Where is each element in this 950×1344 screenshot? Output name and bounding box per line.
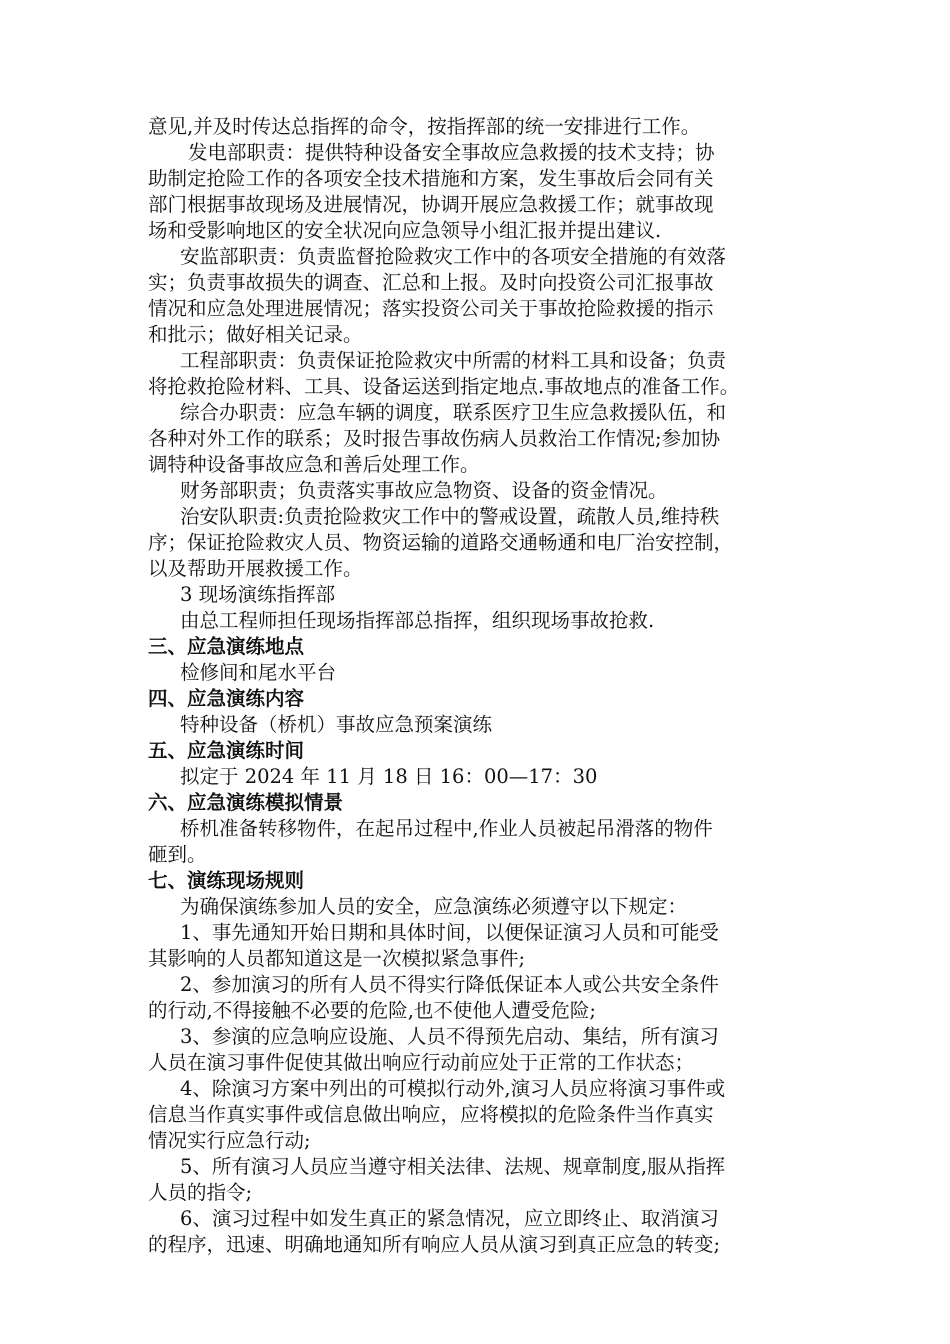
body-line: 情况实行应急行动; bbox=[148, 1129, 311, 1152]
paragraph-first-line: 为确保演练参加人员的安全，应急演练必须遵守以下规定： bbox=[180, 895, 688, 918]
body-line: 情况和应急处理进展情况；落实投资公司关于事故抢险救援的指示 bbox=[148, 297, 714, 320]
body-line: 人员的指令; bbox=[148, 1181, 253, 1204]
paragraph-first-line: 4、除演习方案中列出的可模拟行动外,演习人员应将演习事件或 bbox=[180, 1077, 726, 1100]
body-line: 信息当作真实事件或信息做出响应，应将模拟的危险条件当作真实 bbox=[148, 1103, 714, 1126]
paragraph-first-line: 5、所有演习人员应当遵守相关法律、法规、规章制度,服从指挥 bbox=[180, 1155, 726, 1178]
paragraph-first-line: 安监部职责：负责监督抢险救灾工作中的各项安全措施的有效落 bbox=[180, 245, 727, 268]
paragraph-first-line: 特种设备（桥机）事故应急预案演练 bbox=[180, 713, 493, 736]
body-line: 砸到。 bbox=[148, 843, 207, 866]
paragraph-first-line: 工程部职责：负责保证抢险救灾中所需的材料工具和设备；负责 bbox=[180, 349, 727, 372]
body-line: 意见,并及时传达总指挥的命令，按指挥部的统一安排进行工作。 bbox=[148, 115, 701, 138]
paragraph-first-line: 拟定于 2024 年 11 月 18 日 16：00—17：30 bbox=[180, 765, 598, 788]
paragraph-first-line: 6、演习过程中如发生真正的紧急情况，应立即终止、取消演习 bbox=[180, 1207, 719, 1230]
body-line: 将抢救抢险材料、工具、设备运送到指定地点.事故地点的准备工作。 bbox=[148, 375, 740, 398]
body-line: 各种对外工作的联系；及时报告事故伤病人员救治工作情况;参加协 bbox=[148, 427, 721, 450]
paragraph-first-line: 财务部职责；负责落实事故应急物资、设备的资金情况。 bbox=[180, 479, 668, 502]
document-page bbox=[148, 114, 814, 1258]
body-line: 场和受影响地区的安全状况向应急领导小组汇报并提出建议. bbox=[148, 219, 662, 242]
section-heading: 六、应急演练模拟情景 bbox=[148, 791, 344, 814]
paragraph-first-line: 检修间和尾水平台 bbox=[180, 661, 337, 684]
section-heading: 三、应急演练地点 bbox=[148, 635, 305, 658]
section-heading: 七、演练现场规则 bbox=[148, 869, 305, 892]
body-line: 以及帮助开展救援工作。 bbox=[148, 557, 363, 580]
paragraph-first-line: 桥机准备转移物件，在起吊过程中,作业人员被起吊滑落的物件 bbox=[180, 817, 713, 840]
body-line: 序；保证抢险救灾人员、物资运输的道路交通畅通和电厂治安控制， bbox=[148, 531, 734, 554]
body-line: 人员在演习事件促使其做出响应行动前应处于正常的工作状态； bbox=[148, 1051, 695, 1074]
paragraph-first-line: 由总工程师担任现场指挥部总指挥，组织现场事故抢救. bbox=[180, 609, 655, 632]
body-line: 调特种设备事故应急和善后处理工作。 bbox=[148, 453, 480, 476]
body-line: 的行动,不得接触不必要的危险,也不使他人遭受危险; bbox=[148, 999, 596, 1022]
body-line: 助制定抢险工作的各项安全技术措施和方案，发生事故后会同有关 bbox=[148, 167, 714, 190]
body-line: 实；负责事故损失的调查、汇总和上报。及时向投资公司汇报事故 bbox=[148, 271, 714, 294]
paragraph-first-line: 综合办职责：应急车辆的调度，联系医疗卫生应急救援队伍，和 bbox=[180, 401, 727, 424]
section-heading: 四、应急演练内容 bbox=[148, 687, 305, 710]
paragraph-first-line: 1、事先通知开始日期和具体时间，以便保证演习人员和可能受 bbox=[180, 921, 719, 944]
paragraph-first-line: 2、参加演习的所有人员不得实行降低保证本人或公共安全条件 bbox=[180, 973, 719, 996]
paragraph-first-line: 治安队职责:负责抢险救灾工作中的警戒设置，疏散人员,维持秩 bbox=[180, 505, 720, 528]
paragraph-first-line: 3 现场演练指挥部 bbox=[180, 583, 336, 606]
body-line: 部门根据事故现场及进展情况，协调开展应急救援工作；就事故现 bbox=[148, 193, 714, 216]
paragraph-first-line: 发电部职责：提供特种设备安全事故应急救援的技术支持；协 bbox=[188, 141, 715, 164]
paragraph-first-line: 3、参演的应急响应设施、人员不得预先启动、集结，所有演习 bbox=[180, 1025, 719, 1048]
section-heading: 五、应急演练时间 bbox=[148, 739, 305, 762]
body-line: 其影响的人员都知道这是一次模拟紧急事件; bbox=[148, 947, 526, 970]
body-line: 的程序，迅速、明确地通知所有响应人员从演习到真正应急的转变; bbox=[148, 1233, 721, 1256]
body-line: 和批示；做好相关记录。 bbox=[148, 323, 363, 346]
